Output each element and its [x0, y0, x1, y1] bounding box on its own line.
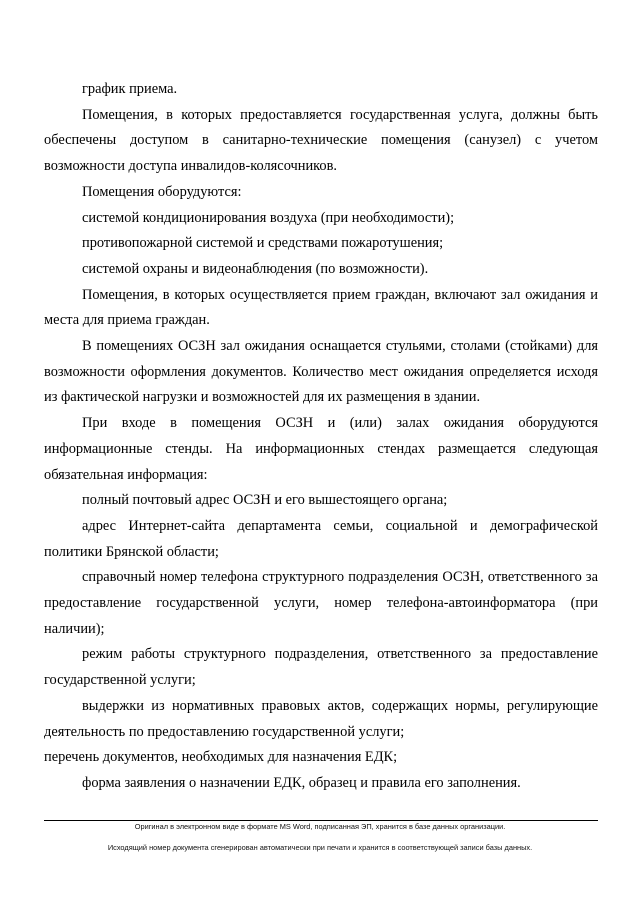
list-item-website-address: адрес Интернет-сайта департамента семьи, социальной и демографической политики Брянской области;	[44, 517, 598, 560]
list-item-air-conditioning: системой кондиционирования воздуха (при необходимости);	[82, 209, 455, 226]
footer-original-note: Оригинал в электронном виде в формате MS Word, подписанная ЭП, хранится в базе данных организации.	[134, 822, 506, 831]
document-body	[44, 77, 598, 797]
list-item-working-hours: режим работы структурного подразделения, ответственного за предоставление государственной услуги;	[44, 646, 598, 689]
footer-outgoing-number-note: Исходящий номер документа сгенерирован автоматически при печати и хранится в соответствующей записи базы данных.	[107, 843, 533, 852]
list-item-legal-extracts: выдержки из нормативных правовых актов, содержащих нормы, регулирующие деятельность по предоставлению государственной услуги;	[44, 697, 598, 740]
footer-divider	[44, 820, 598, 821]
paragraph-equipment-intro: Помещения оборудуются:	[82, 183, 242, 200]
paragraph-reception-areas: Помещения, в которых осуществляется прием граждан, включают зал ожидания и места для приема граждан.	[44, 286, 598, 329]
paragraph-sanitary-access: Помещения, в которых предоставляется государственная услуга, должны быть обеспечены доступом в санитарно-технические помещения (санузел) с учетом возможности доступа инвалидов-колясочников.	[44, 106, 598, 175]
list-item-fire-system: противопожарной системой и средствами пожаротушения;	[82, 235, 444, 252]
list-item-application-form: форма заявления о назначении ЕДК, образец и правила его заполнения.	[82, 774, 521, 791]
paragraph-info-stands: При входе в помещения ОСЗН и (или) залах ожидания оборудуются информационные стенды. На информационных стендах размещается следующая обязательная информация:	[44, 415, 598, 483]
list-item-security-system: системой охраны и видеонаблюдения (по возможности).	[82, 260, 429, 277]
list-item-postal-address: полный почтовый адрес ОСЗН и его вышестоящего органа;	[82, 492, 448, 509]
list-item-documents-list: перечень документов, необходимых для назначения ЕДК;	[44, 749, 398, 766]
paragraph-schedule: график приема.	[82, 81, 178, 97]
list-item-phone-number: справочный номер телефона структурного подразделения ОСЗН, ответственного за предоставление государственной услуги, номер телефона-автоинформатора (при наличии);	[44, 569, 598, 637]
paragraph-waiting-hall: В помещениях ОСЗН зал ожидания оснащается стульями, столами (стойками) для возможности оформления документов. Количество мест ожидания определяется исходя из фактической нагрузки и возможностей для их размещения в здании.	[44, 338, 598, 406]
